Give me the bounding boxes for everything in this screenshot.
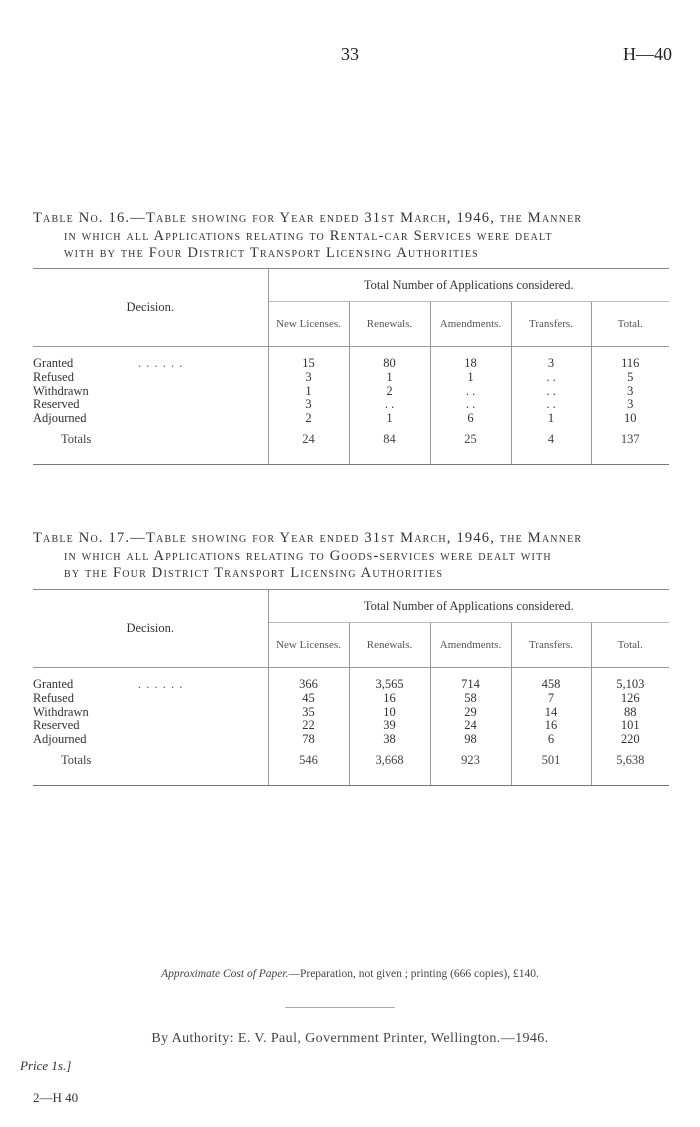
table-17-decision-header: Decision. xyxy=(33,590,268,668)
table-17-caption-line-2: in which all Applications relating to Goods-services were dealt with xyxy=(64,547,552,564)
cell-total: 220 xyxy=(591,733,669,747)
table-row xyxy=(33,733,669,747)
row-label: Reserved xyxy=(33,397,80,412)
table-row xyxy=(33,357,669,371)
cell-new-licenses: 1 xyxy=(268,385,349,399)
cost-note-label: Approximate Cost of Paper. xyxy=(161,968,289,980)
cell-renewals: 1 xyxy=(349,412,430,426)
table-17-caption xyxy=(33,530,673,583)
cell-amendments: 98 xyxy=(430,733,511,747)
row-label: Adjourned xyxy=(33,411,87,426)
cell-amendments: 6 xyxy=(430,412,511,426)
leader-dots: . . . . . . xyxy=(138,677,184,691)
cell-amendments: 1 xyxy=(430,371,511,385)
cell-total: 3 xyxy=(591,385,669,399)
cell-total: 116 xyxy=(591,357,669,371)
total-new-licenses: 24 xyxy=(268,426,349,454)
cell-renewals: 80 xyxy=(349,357,430,371)
total-transfers: 501 xyxy=(511,747,591,775)
cell-renewals: 1 xyxy=(349,371,430,385)
cell-new-licenses: 22 xyxy=(268,719,349,733)
table-16-col-renewals: Renewals. xyxy=(349,302,430,347)
divider xyxy=(285,1007,395,1008)
cell-renewals: 3,565 xyxy=(349,678,430,692)
cell-new-licenses: 366 xyxy=(268,678,349,692)
table-17-col-amendments: Amendments. xyxy=(430,623,511,668)
cell-renewals: 10 xyxy=(349,706,430,720)
row-label: Granted xyxy=(33,677,74,691)
cell-new-licenses: 15 xyxy=(268,357,349,371)
cell-new-licenses: 35 xyxy=(268,706,349,720)
cell-transfers: 14 xyxy=(511,706,591,720)
cell-total: 5 xyxy=(591,371,669,385)
total-renewals: 84 xyxy=(349,426,430,454)
totals-row xyxy=(33,426,669,454)
row-label: Refused xyxy=(33,690,74,705)
table-16-caption-line-2: in which all Applications relating to Rental-car Services were dealt xyxy=(64,227,553,244)
table-17-caption-line-1: Table No. 17.—Table showing for Year ended 31st March, 1946, the Manner xyxy=(33,530,583,546)
cost-note-text: —Preparation, not given ; printing (666 copies), £140. xyxy=(288,968,539,980)
table-16-caption xyxy=(33,210,673,263)
cell-total: 126 xyxy=(591,692,669,706)
price: Price 1s.] xyxy=(20,1058,72,1073)
cell-total: 88 xyxy=(591,706,669,720)
document-reference: H—40 xyxy=(623,44,672,64)
cell-transfers: 7 xyxy=(511,692,591,706)
row-label: Withdrawn xyxy=(33,383,89,398)
cell-renewals: 39 xyxy=(349,719,430,733)
total-amendments: 25 xyxy=(430,426,511,454)
table-row xyxy=(33,371,669,385)
cell-transfers: 1 xyxy=(511,412,591,426)
cell-renewals: 38 xyxy=(349,733,430,747)
cell-new-licenses: 78 xyxy=(268,733,349,747)
table-17-group-header: Total Number of Applications considered. xyxy=(268,590,669,623)
table-row xyxy=(33,398,669,412)
printer-authority: By Authority: E. V. Paul, Government Printer, Wellington.—1946. xyxy=(151,1031,549,1046)
cell-amendments: . . xyxy=(430,398,511,412)
table-16 xyxy=(33,268,669,465)
row-label: Refused xyxy=(33,369,74,384)
cell-total: 3 xyxy=(591,398,669,412)
table-17-col-new-licenses: New Licenses. xyxy=(268,623,349,668)
cell-total: 5,103 xyxy=(591,678,669,692)
cell-amendments: 714 xyxy=(430,678,511,692)
table-row xyxy=(33,385,669,399)
total-transfers: 4 xyxy=(511,426,591,454)
row-label: Withdrawn xyxy=(33,704,89,719)
table-17-col-total: Total. xyxy=(591,623,669,668)
cell-new-licenses: 2 xyxy=(268,412,349,426)
total-renewals: 3,668 xyxy=(349,747,430,775)
table-16-col-total: Total. xyxy=(591,302,669,347)
totals-row xyxy=(33,747,669,775)
row-label: Reserved xyxy=(33,718,80,733)
table-16-caption-line-3: with by the Four District Transport Licensing Authorities xyxy=(64,245,479,261)
table-17-col-transfers: Transfers. xyxy=(511,623,591,668)
table-16-group-header: Total Number of Applications considered. xyxy=(268,269,669,302)
cell-amendments: 29 xyxy=(430,706,511,720)
page-number: 33 xyxy=(341,44,359,64)
row-label: Adjourned xyxy=(33,732,87,747)
cell-renewals: . . xyxy=(349,398,430,412)
table-row xyxy=(33,719,669,733)
row-label: Granted xyxy=(33,356,74,370)
table-row xyxy=(33,692,669,706)
cell-transfers: 16 xyxy=(511,719,591,733)
cell-new-licenses: 45 xyxy=(268,692,349,706)
table-row xyxy=(33,678,669,692)
table-16-col-amendments: Amendments. xyxy=(430,302,511,347)
total-grand: 5,638 xyxy=(591,747,669,775)
cell-new-licenses: 3 xyxy=(268,398,349,412)
leader-dots: . . . . . . xyxy=(138,356,184,370)
cell-amendments: 58 xyxy=(430,692,511,706)
table-16-col-new-licenses: New Licenses. xyxy=(268,302,349,347)
cell-transfers: 458 xyxy=(511,678,591,692)
table-row xyxy=(33,706,669,720)
totals-label: Totals xyxy=(61,432,92,447)
table-17-col-renewals: Renewals. xyxy=(349,623,430,668)
cell-renewals: 2 xyxy=(349,385,430,399)
total-new-licenses: 546 xyxy=(268,747,349,775)
table-16-col-transfers: Transfers. xyxy=(511,302,591,347)
cell-transfers: . . xyxy=(511,398,591,412)
cell-transfers: . . xyxy=(511,371,591,385)
table-17-caption-line-3: by the Four District Transport Licensing Authorities xyxy=(64,565,444,581)
cell-transfers: 3 xyxy=(511,357,591,371)
cell-new-licenses: 3 xyxy=(268,371,349,385)
total-amendments: 923 xyxy=(430,747,511,775)
cost-of-paper-note xyxy=(0,968,700,980)
cell-renewals: 16 xyxy=(349,692,430,706)
cell-total: 101 xyxy=(591,719,669,733)
table-16-caption-line-1: Table No. 16.—Table showing for Year ended 31st March, 1946, the Manner xyxy=(33,210,583,226)
table-17 xyxy=(33,589,669,786)
cell-amendments: 18 xyxy=(430,357,511,371)
cell-transfers: . . xyxy=(511,385,591,399)
table-16-decision-header: Decision. xyxy=(33,269,268,347)
cell-amendments: . . xyxy=(430,385,511,399)
total-grand: 137 xyxy=(591,426,669,454)
cell-total: 10 xyxy=(591,412,669,426)
cell-amendments: 24 xyxy=(430,719,511,733)
signature-mark: 2—H 40 xyxy=(33,1090,79,1105)
cell-transfers: 6 xyxy=(511,733,591,747)
totals-label: Totals xyxy=(61,753,92,768)
table-row xyxy=(33,412,669,426)
